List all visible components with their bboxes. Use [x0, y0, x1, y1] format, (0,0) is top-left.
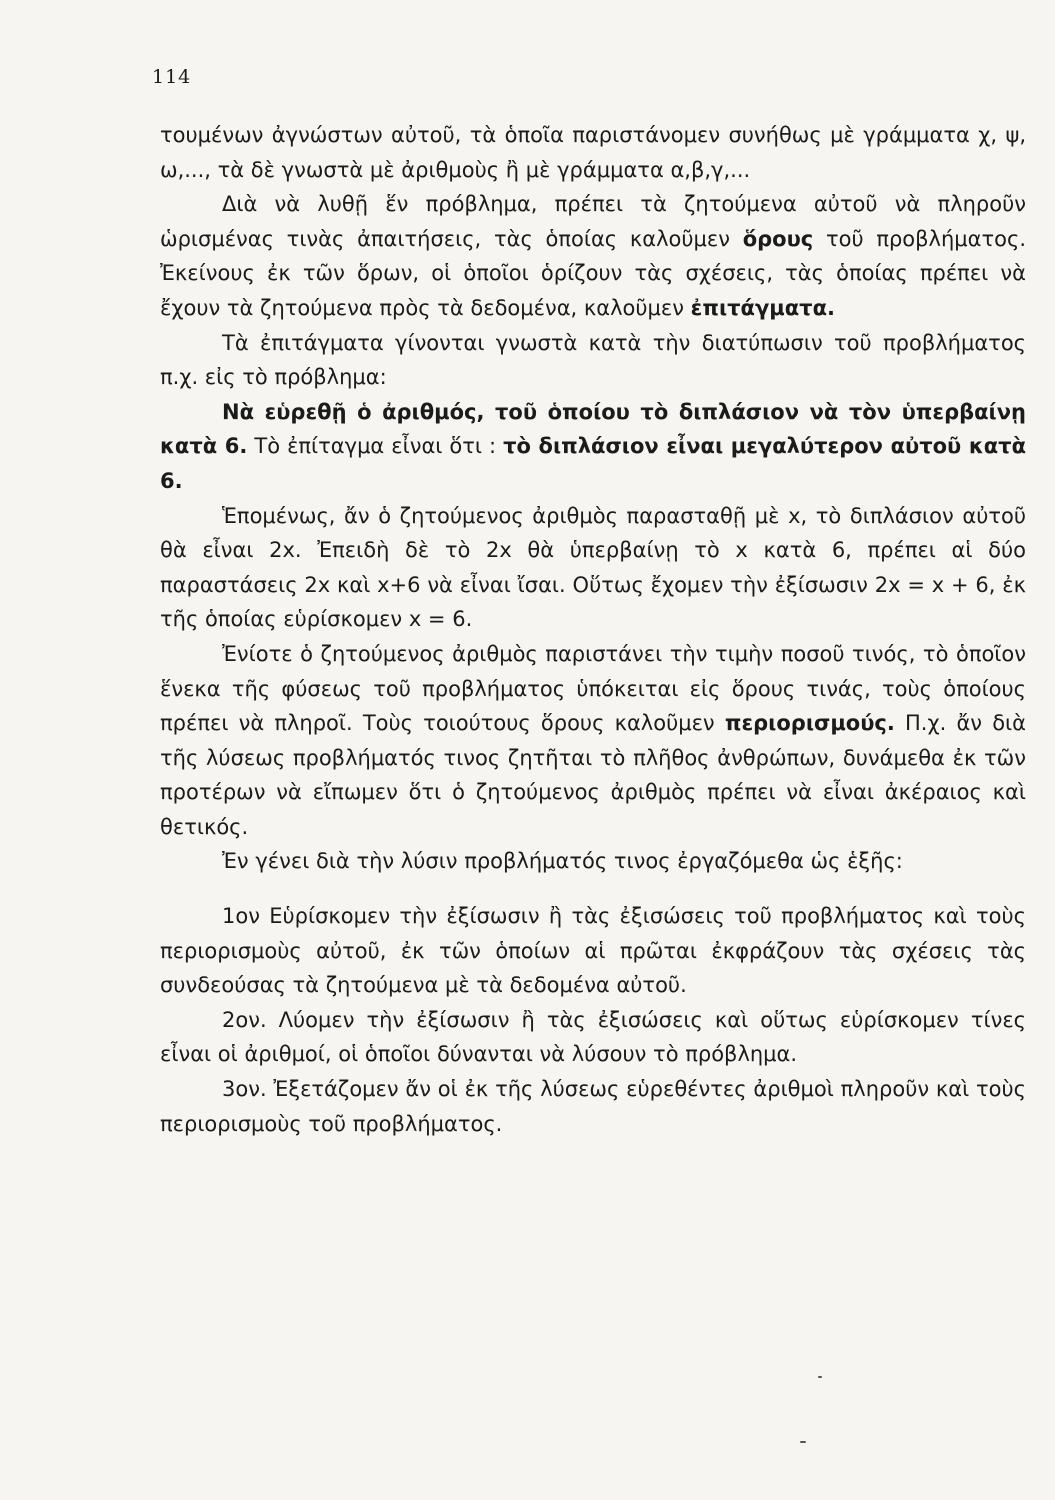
restrictions-text-2: Π.χ. ἄν διὰ τῆς λύσεως προβλήματός τινος ζητῆται τὸ πλῆθος ἀνθρώπων, δυνάμεθα ἐκ τῶν προτέρων νὰ εἴπωμεν ὅτι ὁ ζητούμενος ἀριθμὸς πρέπει νὰ εἶναι ἀκέραιος καὶ θετικός. [160, 711, 1026, 839]
paragraph-epitagmata: Τὰ ἐπιτάγματα γίνονται γνωστὰ κατὰ τὴν διατύπωσιν τοῦ προβλήματος π.χ. εἰς τὸ πρόβλημα: [160, 330, 1026, 390]
paragraph-conditions [160, 187, 1026, 325]
page-number: 114 [152, 66, 192, 88]
step-3: 3ον. Ἐξετάζομεν ἄν οἱ ἐκ τῆς λύσεως εὑρεθέντες ἀριθμοὶ πληροῦν καὶ τοὺς περιορισμοὺς τοῦ προβλήματος. [160, 1077, 1026, 1136]
conditions-text: Διὰ νὰ λυθῇ ἕν πρόβλημα, πρέπει τὰ ζητούμενα αὐτοῦ νὰ πληροῦν ὡρισμένας τινὰς ἀπαιτήσεις, τὰς ὁποίας καλοῦμεν [160, 192, 1026, 251]
paragraph-unknowns: τουμένων ἀγνώστων αὐτοῦ, τὰ ὁποῖα παριστάνομεν συνήθως μὲ γράμματα χ, ψ, ω,..., τὰ δὲ γνωστὰ μὲ ἀριθμοὺς ἢ μὲ γράμματα α,β,γ,... [160, 123, 1026, 182]
paragraph-example-problem [160, 395, 1026, 499]
body-text [160, 118, 1026, 1141]
example-epitagma: τὸ διπλάσιον εἶναι μεγαλύτερον αὐτοῦ κατὰ 6. [160, 434, 1027, 493]
example-problem-statement: Νὰ εὑρεθῇ ὁ ἀριθμός, τοῦ ὁποίου τὸ διπλάσιον νὰ τὸν ὑπερβαίνῃ κατὰ 6. [160, 399, 1026, 459]
example-epitagma-label: Τὸ ἐπίταγμα εἶναι ὅτι : [247, 434, 504, 459]
step-2: 2ον. Λύομεν τὴν ἐξίσωσιν ἢ τὰς ἐξισώσεις καὶ οὕτως εὑρίσκομεν τίνες εἶναι οἱ ἀριθμοί, οἱ ὁποῖοι δύνανται νὰ λύσουν τὸ πρόβλημα. [160, 1007, 1026, 1067]
paragraph-equation: Ἑπομένως, ἄν ὁ ζητούμενος ἀριθμὸς παρασταθῇ μὲ x, τὸ διπλάσιον αὐτοῦ θὰ εἶναι 2x. Ἐπειδὴ δὲ τὸ 2x θὰ ὑπερβαίνῃ τὸ x κατὰ 6, πρέπει αἱ δύο παραστάσεις 2x καὶ x+6 νὰ εἶναι ἴσαι. Οὕτως ἔχομεν τὴν ἐξίσωσιν 2x = x + 6, ἐκ τῆς ὁποίας εὑρίσκομεν x = 6. [160, 503, 1026, 632]
term-periorismous: περιορισμούς. [724, 711, 895, 736]
term-epitagmata: ἐπιτάγματα. [690, 295, 835, 320]
print-speck-2 [818, 1376, 822, 1378]
print-speck [800, 1441, 806, 1443]
paragraph-restrictions [160, 637, 1026, 845]
term-orous: ὅρους [742, 226, 814, 251]
restrictions-text: Ἐνίοτε ὁ ζητούμενος ἀριθμὸς παριστάνει τὴν τιμὴν ποσοῦ τινός, τὸ ὁποῖον ἕνεκα τῆς φύσεως τοῦ προβλήματος ὑπόκειται εἰς ὅρους τινάς, τοὺς ὁποίους πρέπει νὰ πληροῖ. Τοὺς τοιούτους ὅρους καλοῦμεν [160, 641, 1026, 736]
paragraph-method: Ἐν γένει διὰ τὴν λύσιν προβλήματός τινος ἐργαζόμεθα ὡς ἑξῆς: [222, 849, 903, 874]
step-1: 1ον Εὑρίσκομεν τὴν ἐξίσωσιν ἢ τὰς ἐξισώσεις τοῦ προβλήματος καὶ τοὺς περιορισμοὺς αὐτοῦ, ἐκ τῶν ὁποίων αἱ πρῶται ἐκφράζουν τὰς σχέσεις τὰς συνδεούσας τὰ ζητούμενα μὲ τὰ δεδομένα αὐτοῦ. [160, 904, 1026, 998]
conditions-text-2: τοῦ προβλήματος. Ἐκείνους ἐκ τῶν ὅρων, οἱ ὁποῖοι ὁρίζουν τὰς σχέσεις, τὰς ὁποίας πρέπει νὰ ἔχουν τὰ ζητούμενα πρὸς τὰ δεδομένα, καλοῦμεν [160, 226, 1026, 320]
